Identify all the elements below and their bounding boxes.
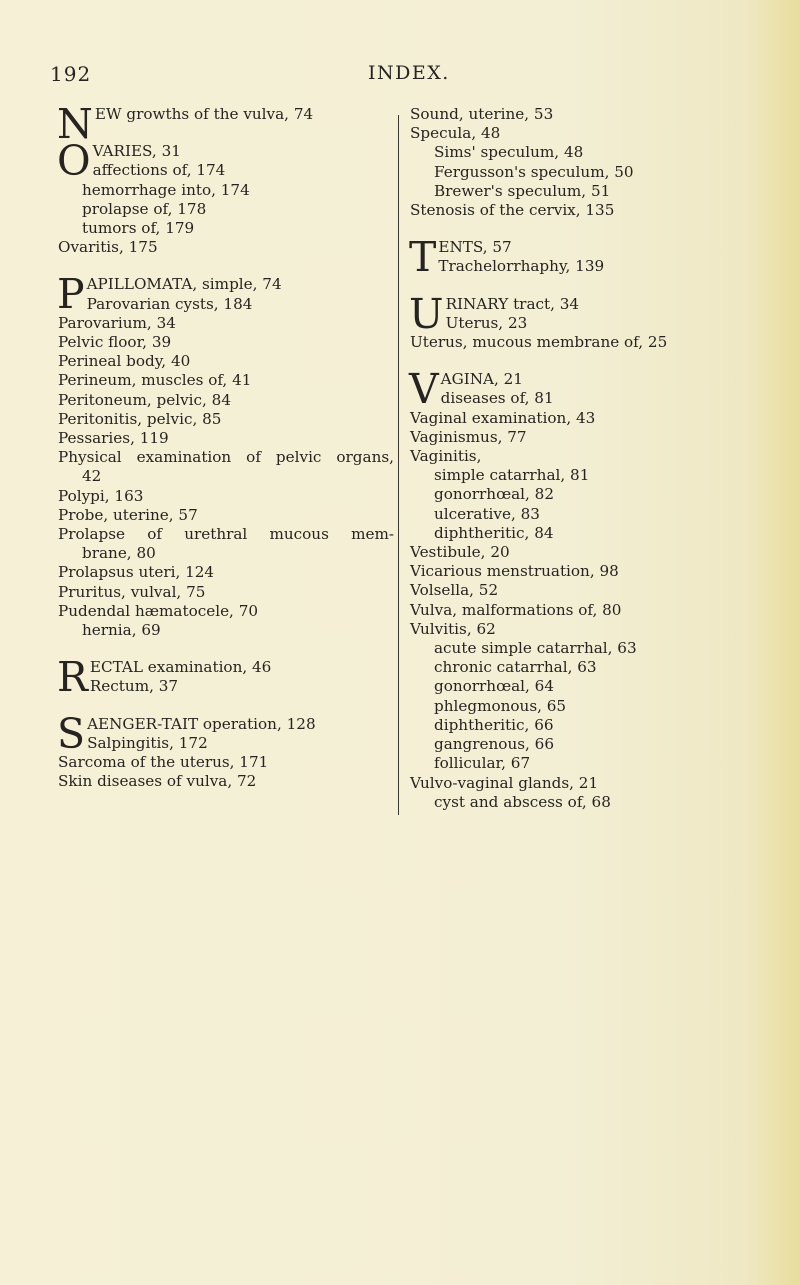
index-entry: diphtheritic, 66: [434, 715, 554, 734]
drop-initial: O: [57, 137, 91, 186]
index-entry: Brewer's speculum, 51: [434, 181, 611, 200]
index-entry: Vicarious menstruation, 98: [410, 562, 619, 581]
index-entry: Uterus, mucous membrane of, 25: [410, 333, 668, 352]
index-entry: follicular, 67: [434, 754, 531, 773]
index-entry: Pruritus, vulval, 75: [58, 582, 206, 601]
index-entry: Prolapsus uteri, 124: [58, 563, 215, 582]
index-entry: cyst and abscess of, 68: [434, 792, 611, 811]
index-entry: Fergusson's speculum, 50: [434, 162, 634, 181]
index-entry: Parovarium, 34: [58, 313, 176, 332]
index-entry: Peritoneum, pelvic, 84: [58, 390, 231, 409]
index-entry: Stenosis of the cervix, 135: [410, 201, 615, 220]
index-entry: hemorrhage into, 174: [82, 180, 250, 199]
index-entry: Vulvo-vaginal glands, 21: [410, 773, 599, 792]
index-entry: Parovarian cysts, 184: [86, 294, 253, 313]
index-entry: Sims' speculum, 48: [434, 143, 584, 162]
index-heading-entry: ECTAL examination, 46: [89, 658, 272, 677]
index-section: [409, 233, 772, 282]
index-entry: phlegmonous, 65: [434, 696, 567, 715]
drop-initial: P: [57, 270, 85, 319]
drop-initial: T: [409, 233, 437, 282]
drop-initial: S: [57, 709, 86, 758]
index-heading-entry: RINARY tract, 34: [445, 294, 580, 313]
index-entry: chronic catarrhal, 63: [434, 658, 597, 677]
index-entry: Salpingitis, 172: [87, 733, 208, 752]
index-entry: Vaginitis,: [410, 447, 482, 466]
index-entry: gonorrhœal, 64: [434, 677, 555, 696]
index-entry: Uterus, 23: [445, 313, 528, 332]
index-entry: Sarcoma of the uterus, 171: [58, 753, 269, 772]
drop-initial: U: [409, 289, 444, 338]
index-entry: Trachelorrhaphy, 139: [438, 257, 605, 276]
index-column-left: [57, 100, 394, 810]
index-entry: Peritonitis, pelvic, 85: [58, 409, 222, 428]
drop-initial: R: [57, 653, 88, 702]
index-heading-entry: AGINA, 21: [440, 370, 523, 389]
column-divider: [398, 115, 399, 815]
drop-initial: V: [409, 365, 439, 414]
index-entry: prolapse of, 178: [82, 199, 207, 218]
index-entry: Perineal body, 40: [58, 352, 191, 371]
index-entry: Physical examination of pelvic organs,: [58, 448, 394, 467]
index-entry: Ovaritis, 175: [58, 238, 158, 257]
index-entry: Vestibule, 20: [410, 543, 510, 562]
index-entry: diseases of, 81: [440, 389, 554, 408]
index-entry: Vaginismus, 77: [410, 427, 527, 446]
index-heading-entry: AENGER-TAIT operation, 128: [87, 714, 316, 733]
index-entry: Sound, uterine, 53: [410, 105, 554, 123]
index-section: [409, 289, 772, 353]
index-entry: Perineum, muscles of, 41: [58, 371, 252, 390]
index-entry: 42: [82, 467, 102, 486]
index-entry: Prolapse of urethral mucous mem-: [58, 525, 394, 544]
index-heading-entry: ENTS, 57: [438, 238, 512, 257]
index-entry: Vulvitis, 62: [410, 619, 496, 638]
index-section: [409, 365, 772, 812]
index-entry: brane, 80: [82, 544, 156, 563]
index-entry: gonorrhœal, 82: [434, 485, 555, 504]
index-section: [57, 709, 394, 792]
index-entry: Rectum, 37: [89, 677, 179, 696]
index-column-right: [410, 105, 772, 830]
index-entry: affections of, 174: [92, 161, 226, 180]
page-header: [0, 62, 800, 86]
index-section: [57, 270, 394, 640]
index-section: [57, 137, 394, 257]
index-entry: gangrenous, 66: [434, 735, 555, 754]
index-entry: acute simple catarrhal, 63: [434, 639, 637, 658]
page-title: INDEX.: [368, 62, 450, 84]
index-entry: simple catarrhal, 81: [434, 466, 590, 485]
index-entry: Volsella, 52: [410, 581, 499, 600]
drop-initial: N: [57, 100, 93, 148]
index-section: [57, 653, 394, 702]
index-entry: Pudendal hæmatocele, 70: [58, 601, 259, 620]
index-entry: ulcerative, 83: [434, 504, 540, 523]
index-entry: diphtheritic, 84: [434, 523, 554, 542]
index-entry: Specula, 48: [410, 124, 501, 143]
index-entry: Pessaries, 119: [58, 429, 169, 448]
index-entry: hernia, 69: [82, 621, 161, 640]
index-section: [57, 100, 394, 148]
index-entry: Polypi, 163: [58, 486, 144, 505]
index-entry: Vulva, malformations of, 80: [410, 600, 622, 619]
index-entry: Vaginal examination, 43: [410, 408, 596, 427]
index-entry: Probe, uterine, 57: [58, 505, 198, 524]
index-entry: tumors of, 179: [82, 219, 195, 238]
index-entry: Skin diseases of vulva, 72: [58, 772, 257, 791]
index-heading-entry: APILLOMATA, simple, 74: [86, 275, 282, 294]
index-section: [410, 105, 772, 220]
page-number: 192: [50, 62, 92, 86]
index-entry: Pelvic floor, 39: [58, 333, 172, 352]
index-heading-entry: EW growths of the vulva, 74: [94, 105, 314, 123]
index-heading-entry: VARIES, 31: [92, 142, 181, 161]
